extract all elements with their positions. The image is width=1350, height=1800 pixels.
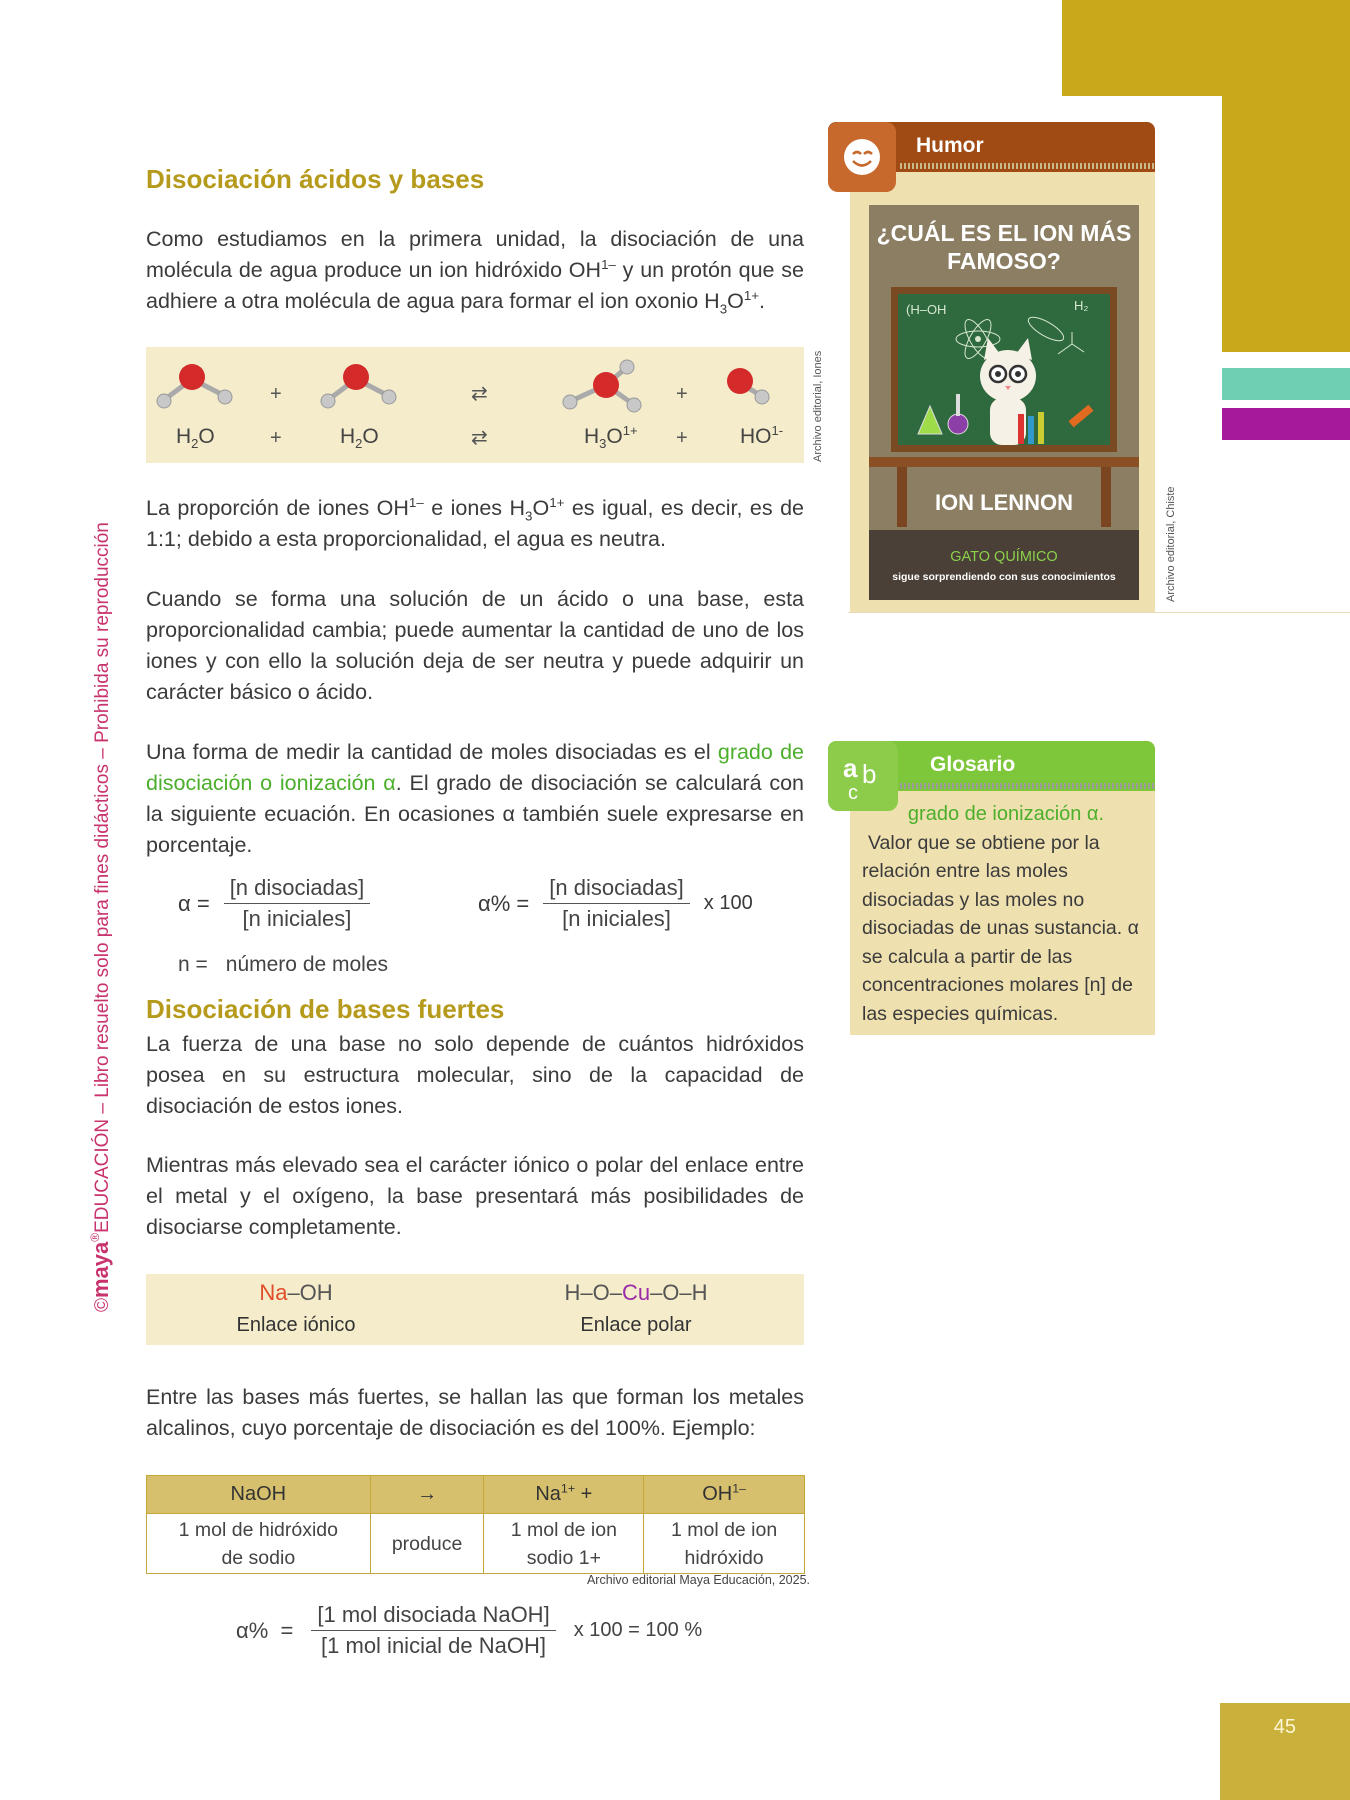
base-strength-paragraph: La fuerza de una base no solo depende de cuántos hidróxidos posea en su estructura molecular, sino de la capacidad de disociación de estos iones. bbox=[146, 1032, 804, 1118]
bond-types-strip bbox=[146, 1274, 804, 1345]
svg-text:b: b bbox=[862, 759, 877, 789]
image-credit-chiste: Archivo editorial, Chiste bbox=[1165, 486, 1177, 602]
joke-poster bbox=[869, 205, 1139, 600]
section-title-disociacion: Disociación ácidos y bases bbox=[146, 164, 485, 194]
glossary-definition: Valor que se obtiene por la relación entre las moles disociadas y las moles no disociadas de unas sustancia. α se calcula a partir de las concentraciones molares [n] de las especies químicas. bbox=[862, 831, 1139, 1025]
water-dissociation-equation bbox=[146, 347, 804, 463]
watermark-text: EDUCACIÓN – Libro resuelto solo para fines didácticos – Prohibida su reproducción bbox=[92, 522, 113, 1233]
degree-paragraph: Una forma de medir la cantidad de moles disociadas es el grado de disociación o ionización α. El grado de disociación se calculará con la siguiente ecuación. En ocasiones α también suele expresarse en porcentaje. bbox=[146, 740, 804, 857]
divider-line bbox=[848, 612, 1350, 613]
joke-question: ¿CUÁL ES EL ION MÁS FAMOSO? bbox=[876, 220, 1132, 274]
plus-sign: + bbox=[676, 427, 688, 449]
n-definition: n = número de moles bbox=[178, 953, 389, 976]
smiley-icon bbox=[828, 122, 896, 192]
oxonium-molecule-icon bbox=[563, 360, 641, 412]
table-header-cell: → bbox=[370, 1476, 484, 1514]
poster-tagline: sigue sorprendiendo con sus conocimientos bbox=[892, 571, 1116, 583]
table-cell: 1 mol de ion sodio 1+ bbox=[484, 1514, 644, 1574]
table-header-cell: $OH^{1-}$ bbox=[644, 1476, 805, 1514]
humor-stripe bbox=[900, 163, 1155, 169]
copyright-symbol: © bbox=[92, 1298, 113, 1312]
humor-title: Humor bbox=[916, 134, 984, 157]
poster-brand: GATO QUÍMICO bbox=[950, 549, 1058, 565]
page-number: 45 bbox=[1273, 1716, 1296, 1738]
decor-gold-side bbox=[1222, 96, 1350, 352]
equilibrium-arrow-icon: ⇄ bbox=[471, 427, 488, 449]
glosario-content bbox=[862, 800, 1150, 1028]
plus-sign: + bbox=[270, 383, 282, 405]
table-header-row bbox=[147, 1476, 805, 1514]
water-molecule-icon bbox=[321, 364, 396, 408]
proportion-paragraph: La proporción de iones $OH^{1-}$ e iones $H_3O^{1+}$ es igual, es decir, es de 1:1; debido a esta proporcionalidad, el agua es neutra. bbox=[146, 494, 804, 551]
section-title-bases-fuertes: Disociación de bases fuertes bbox=[146, 994, 505, 1024]
solution-paragraph: Cuando se forma una solución de un ácido o una base, esta proporcionalidad cambia; puede aumentar la cantidad de uno de los iones y con ello la solución deja de ser neutra y puede adquirir un carácter básico o ácido. bbox=[146, 587, 804, 704]
equilibrium-arrow-icon: ⇄ bbox=[471, 383, 488, 405]
lab-table bbox=[869, 457, 1139, 467]
brand-name: maya bbox=[88, 1241, 113, 1298]
table-cell: 1 mol de ion hidróxido bbox=[644, 1514, 805, 1574]
bond-polar-formula: H–O–Cu–O–H bbox=[564, 1280, 708, 1305]
board-formula: (H–OH bbox=[906, 302, 947, 317]
water-molecule-icon bbox=[157, 364, 232, 408]
chalkboard bbox=[891, 287, 1117, 452]
formula-h2o: $H_2O$ bbox=[340, 425, 379, 452]
table-header-cell: NaOH bbox=[147, 1476, 371, 1514]
alpha-percent-formula: α% = $\frac{\text{[n disociadas]}}{\text{[n iniciales]}}$ x 100 bbox=[478, 875, 753, 931]
svg-text:a: a bbox=[843, 753, 858, 783]
table-header-cell: $Na^{1+}$ + bbox=[484, 1476, 644, 1514]
table-cell: 1 mol de hidróxido de sodio bbox=[147, 1514, 371, 1574]
plus-sign: + bbox=[270, 427, 282, 449]
poster-footer bbox=[869, 530, 1139, 600]
bond-ionic-label: Enlace iónico bbox=[236, 1314, 356, 1336]
registered-symbol: ® bbox=[88, 1232, 102, 1242]
glosario-title: Glosario bbox=[930, 753, 1016, 776]
decor-magenta-tab bbox=[1222, 408, 1350, 440]
bond-ionic-formula: Na–OH bbox=[259, 1280, 333, 1305]
svg-text:c: c bbox=[848, 782, 858, 804]
image-credit-iones: Archivo editorial, Iones bbox=[812, 350, 824, 462]
alkali-paragraph: Entre las bases más fuertes, se hallan las que forman los metales alcalinos, cuyo porcentaje de disociación es del 100%. Ejemplo: bbox=[146, 1385, 804, 1440]
table-row bbox=[147, 1514, 805, 1574]
formula-ho: $HO^{1-}$ bbox=[740, 423, 784, 448]
naoh-dissociation-formula: α% = $\frac{\text{[1 mol disociada NaOH]}}{\text{[1 mol inicial de NaOH]}}$ x 100 = 100 % bbox=[236, 1602, 703, 1658]
degree-term-highlight: grado de disociación o ionización α bbox=[146, 740, 804, 795]
ionic-character-paragraph: Mientras más elevado sea el carácter iónico o polar del enlace entre el metal y el oxígeno, la base presentará más posibilidades de disociarse completamente. bbox=[146, 1153, 804, 1239]
board-formula: H₂ bbox=[1074, 298, 1089, 313]
joke-answer: ION LENNON bbox=[934, 490, 1074, 515]
alpha-formula: α = $\frac{\text{[n disociadas]}}{\text{[n iniciales]}}$ bbox=[178, 875, 370, 932]
glossary-term: grado de ionización α. bbox=[907, 803, 1105, 825]
table-cell: produce bbox=[370, 1514, 484, 1574]
hydroxide-molecule-icon bbox=[727, 368, 769, 404]
formula-h3o: $H_3O^{1+}$ bbox=[584, 423, 638, 452]
bond-polar-label: Enlace polar bbox=[580, 1314, 692, 1336]
copyright-watermark bbox=[88, 492, 118, 1312]
table-credit: Archivo editorial Maya Educación, 2025. bbox=[586, 1573, 810, 1587]
intro-paragraph: Como estudiamos en la primera unidad, la disociación de una molécula de agua produce un ion hidróxido $OH^{1-}$ y un protón que se adhiere a otra molécula de agua para formar el ion oxonio $H_3O^{1+}$. bbox=[146, 227, 804, 317]
plus-sign: + bbox=[676, 383, 688, 405]
decor-teal-tab bbox=[1222, 368, 1350, 400]
cat-scientist-illustration bbox=[898, 294, 1110, 445]
formula-h2o: $H_2O$ bbox=[176, 425, 215, 452]
dissociation-table bbox=[146, 1475, 805, 1574]
decor-gold-top bbox=[1062, 0, 1350, 96]
glosario-stripe bbox=[900, 783, 1155, 789]
